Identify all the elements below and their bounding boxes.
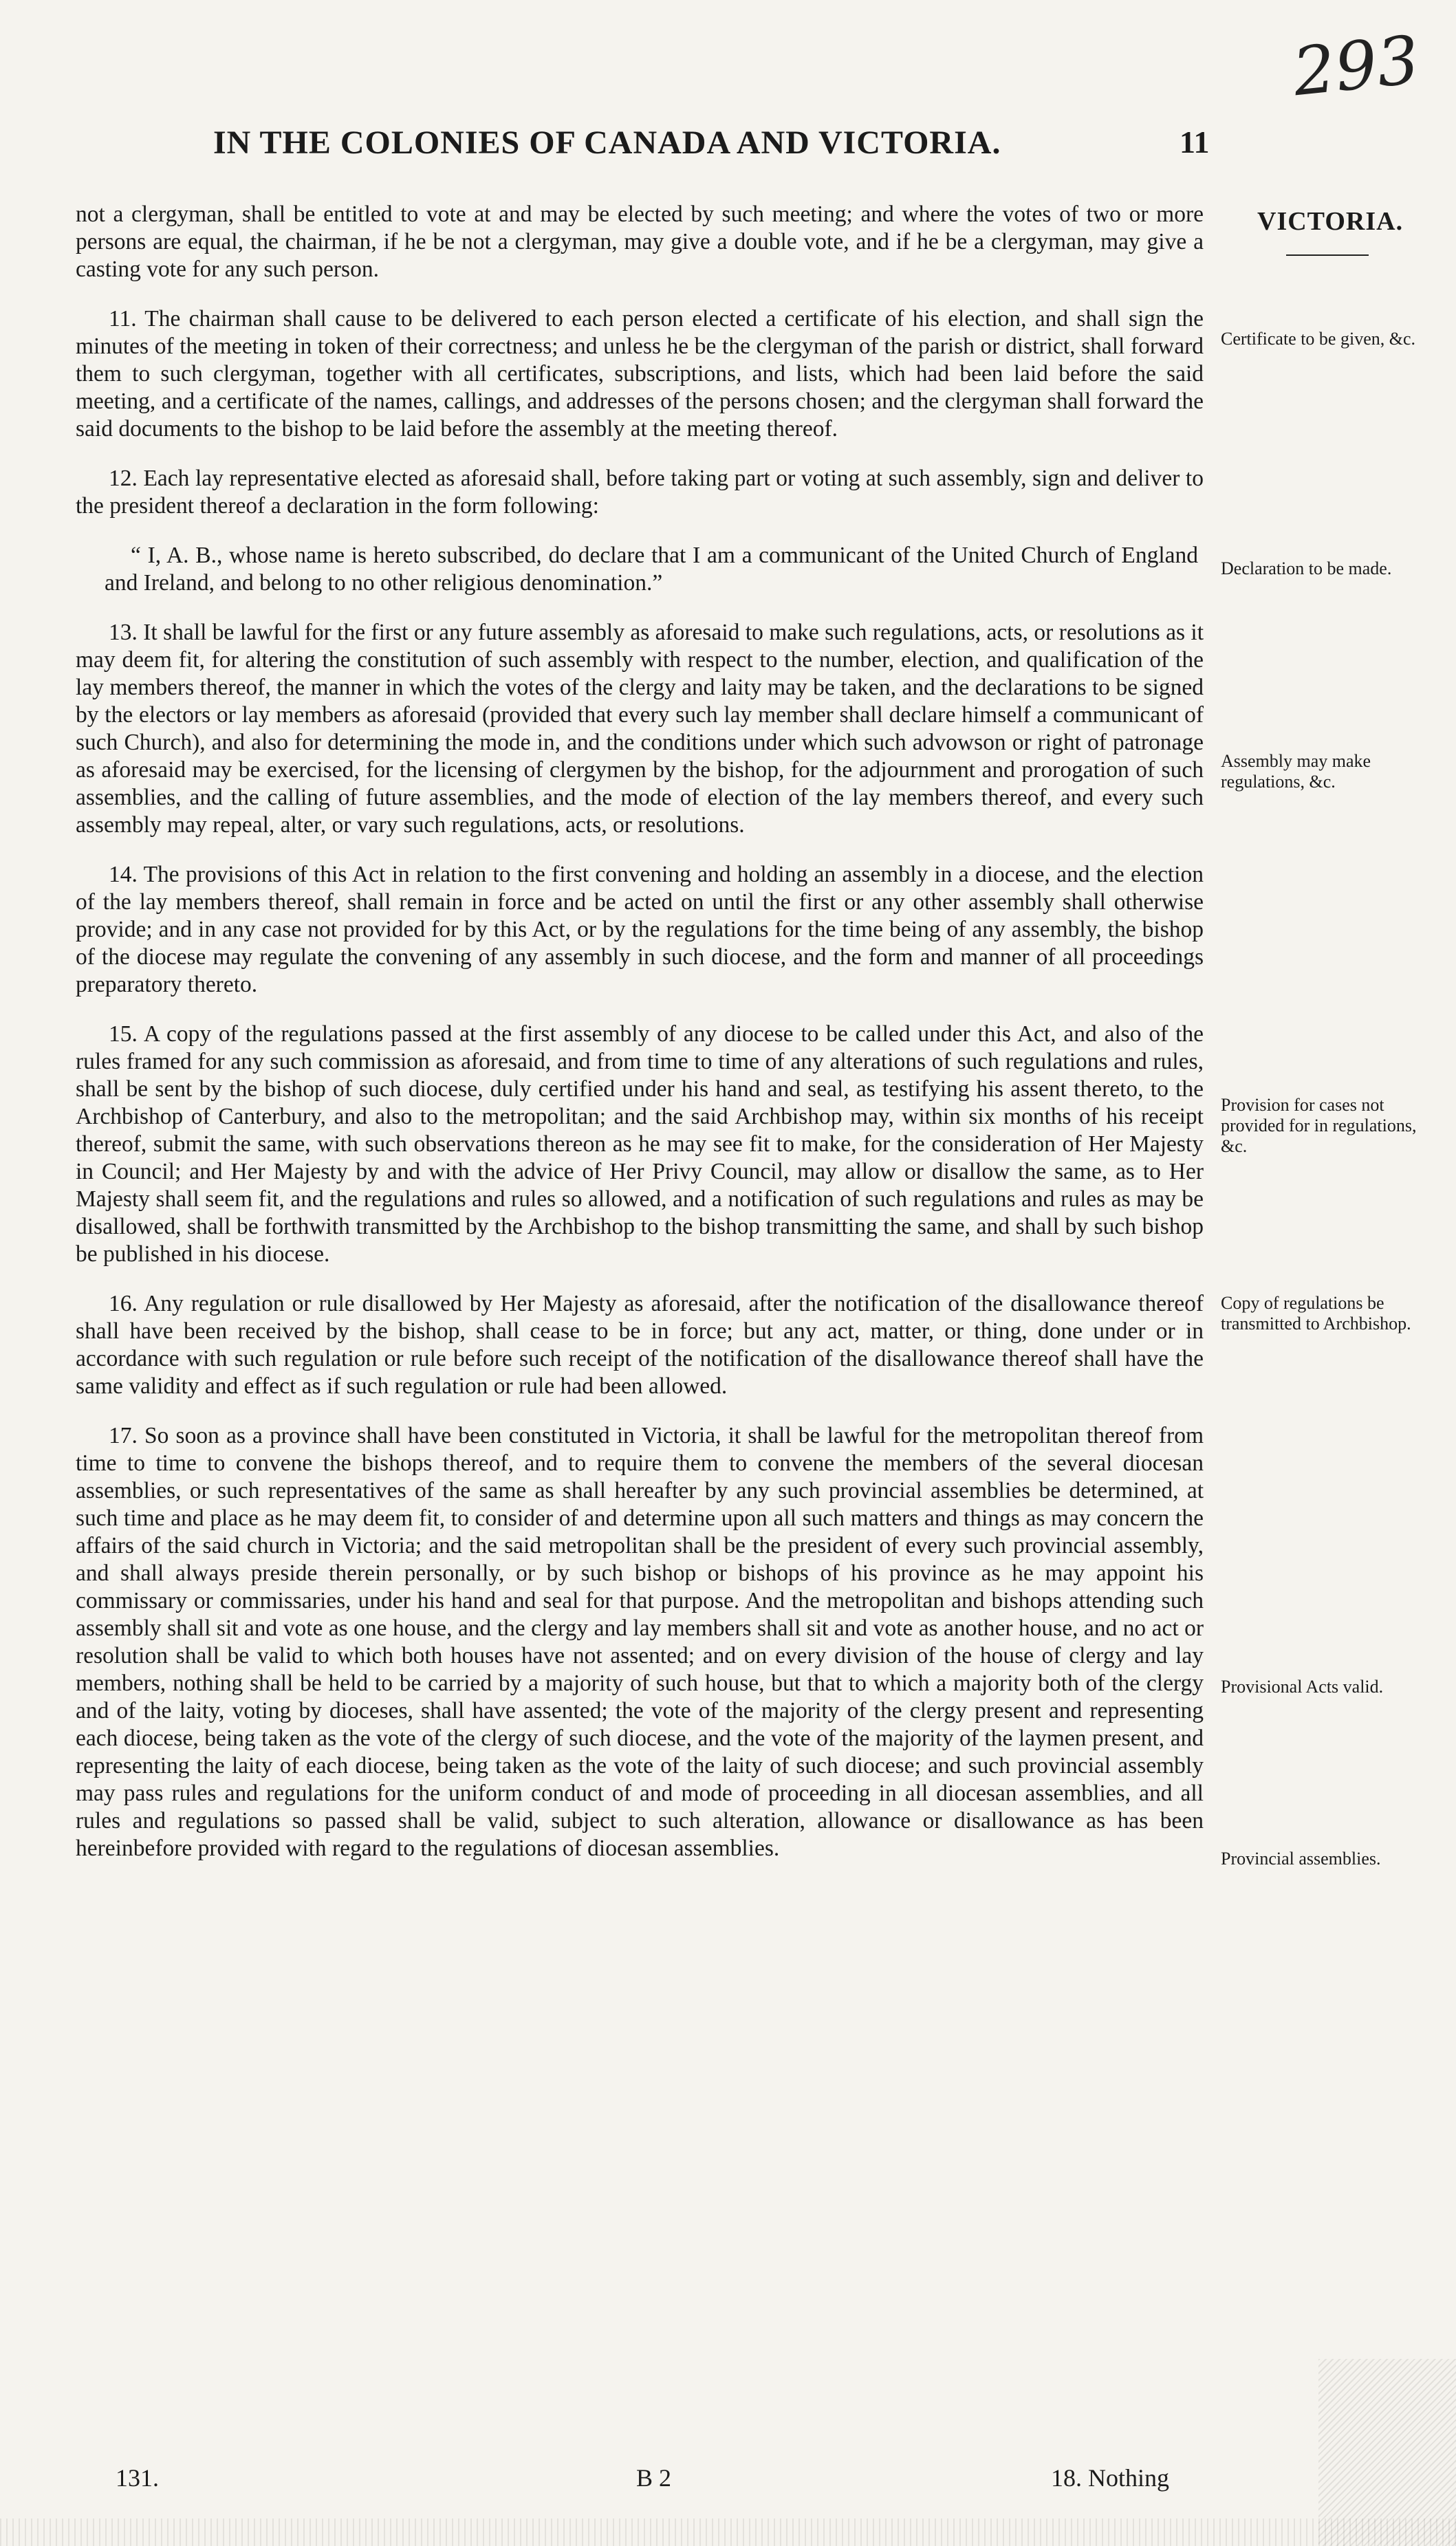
marginal-note-declaration: Declaration to be made. <box>1221 558 1392 578</box>
marginal-note-certificate: Certificate to be given, &c. <box>1221 329 1416 349</box>
section-16: 16. Any regulation or rule disallowed by Her Majesty as aforesaid, after the notification of the disallowance thereof shall have been received by the bishop, shall cease to be in force; but any act, matter, or thing, done under or in accordance with such regulation or rule before such receipt of the notification of the disallowance thereof shall have the same validity and effect as if such regulation or rule had been allowed. <box>76 1291 1204 1399</box>
signature-mark: B 2 <box>636 2464 672 2492</box>
section-number: 16. <box>109 1291 138 1316</box>
marginal-note-assembly-regulations: Assembly may make regulations, &c. <box>1221 751 1371 792</box>
marginal-note-provision-cases: Provision for cases not provided for in regulations, &c. <box>1221 1095 1417 1156</box>
marginal-note-copy-regulations: Copy of regulations be transmitted to Archbishop. <box>1221 1293 1411 1334</box>
declaration-quote: “ I, A. B., whose name is hereto subscribed, do declare that I am a communicant of the United Church of England and Ireland, and belong to no other religious denomination.” <box>105 543 1198 596</box>
section-number: 13. <box>109 620 138 645</box>
section-number: 11. <box>109 306 137 331</box>
section-13: 13. It shall be lawful for the first or any future assembly as aforesaid to make such regulations, acts, or resolutions as it may deem fit, for altering the constitution of such assembly with respect to the number, election, and qualification of the lay members thereof, the manner in which the votes of the clergy and laity may be taken, and the declarations to be signed by the electors or lay members as aforesaid (provided that every such lay member shall declare himself a communicant of such Church), and also for determining the mode in, and the conditions under which such advowson or right of patronage as aforesaid may be exercised, for the licensing of clergymen by the bishop, for the adjournment and prorogation of such assemblies, and the calling of future assemblies, and the mode of election of the lay members thereof, and every such assembly may repeal, alter, or vary such regulations, acts, or resolutions. <box>76 620 1204 838</box>
paragraph-continued: not a clergyman, shall be entitled to vote at and may be elected by such meeting; and where the votes of two or more persons are equal, the chairman, if he be not a clergyman, may give a double vote, and if he be a clergyman, may give a casting vote for any such person. <box>76 202 1204 282</box>
section-12: 12. Each lay representative elected as aforesaid shall, before taking part or voting at such assembly, sign and deliver to the president thereof a declaration in the form following: <box>76 466 1204 519</box>
running-head: IN THE COLONIES OF CANADA AND VICTORIA. <box>213 124 1001 161</box>
margin-rule <box>1286 254 1369 256</box>
page-number: 11 <box>1180 124 1210 160</box>
body-text <box>76 201 1204 1884</box>
section-15: 15. A copy of the regulations passed at the first assembly of any diocese to be called under this Act, and also of the rules framed for any such commission as aforesaid, and from time to time of any alterations of such regulations and rules, shall be sent by the bishop of such diocese, duly certified under his hand and seal, as testifying his assent thereto, to the Archbishop of Canterbury, and also to the metropolitan; and the said Archbishop may, within six months of his receipt thereof, submit the same, with such observations thereon as he may see fit to make, for the consideration of Her Majesty in Council; and Her Majesty by and with the advice of Her Privy Council, may allow or disallow the same, as to Her Majesty shall seem fit, and the regulations and rules so allowed, and a notification of such regulations and rules as may be disallowed, shall be forthwith transmitted by the Archbishop to the bishop transmitting the same, and shall by such bishop be published in his diocese. <box>76 1021 1204 1267</box>
section-number: 15. <box>109 1021 138 1047</box>
catchword: 18. Nothing <box>1051 2464 1170 2492</box>
margin-heading: VICTORIA. <box>1257 207 1404 236</box>
marginal-note-provincial-assemblies: Provincial assemblies. <box>1221 1849 1381 1869</box>
section-number: 12. <box>109 466 138 491</box>
footer-left: 131. <box>116 2464 159 2492</box>
marginal-note-provisional-acts: Provisional Acts valid. <box>1221 1677 1384 1697</box>
handwritten-folio: 293 <box>1289 21 1423 111</box>
section-17: 17. So soon as a province shall have been constituted in Victoria, it shall be lawful for the metropolitan thereof from time to time to convene the bishops thereof, and to require them to convene the members of the several diocesan assemblies, or such representatives of the same as shall hereafter by any such provincial assemblies be determined, at such time and place as he may deem fit, to consider of and determine upon all such matters and things as may concern the affairs of the said church in Victoria; and the said metropolitan shall be the president of every such provincial assembly, and shall always preside therein personally, or by such bishop or bishops of his province as he may appoint his commissary or commissaries, under his hand and seal for that purpose. And the metropolitan and bishops attending such assembly shall sit and vote as one house, and the clergy and lay members shall sit and vote as another house, and no act or resolution shall be valid to which both houses have not assented; and on every division of the house of clergy and lay members, nothing shall be held to be carried by a majority of such house, but that to which a majority both of the clergy and of the laity, voting by dioceses, shall have assented; the vote of the majority of the clergy present and representing each diocese, being taken as the vote of the clergy of such diocese, and the vote of the majority of the laymen present, and representing the laity of each diocese, being taken as the vote of the laity of such diocese; and such provincial assembly may pass rules and regulations for the uniform conduct of and mode of proceeding in all diocesan assemblies, and all rules and regulations so passed shall be valid, subject to such alteration, allowance or disallowance as has been hereinbefore provided with regard to the regulations of diocesan assemblies. <box>76 1423 1204 1861</box>
section-14: 14. The provisions of this Act in relation to the first convening and holding an assembly in a diocese, and the election of the lay members thereof, shall remain in force and be acted on until the first or any other assembly shall otherwise provide; and in any case not provided for by this Act, or by the regulations for the time being of any assembly, the bishop of the diocese may regulate the convening of any assembly in such diocese, and the form and manner of all proceedings preparatory thereto. <box>76 862 1204 997</box>
section-number: 17. <box>109 1423 138 1448</box>
scan-bottom-noise <box>0 2518 1456 2546</box>
section-number: 14. <box>109 862 138 887</box>
section-11: 11. The chairman shall cause to be delivered to each person elected a certificate of his election, and shall sign the minutes of the meeting in token of their correctness; and unless he be the clergyman of the parish or district, shall forward them to such clergyman, together with all certificates, subscriptions, and lists, which had been laid before the said meeting, and a certificate of the names, callings, and addresses of the persons chosen; and the clergyman shall forward the said documents to the bishop to be laid before the assembly at the meeting thereof. <box>76 306 1204 442</box>
